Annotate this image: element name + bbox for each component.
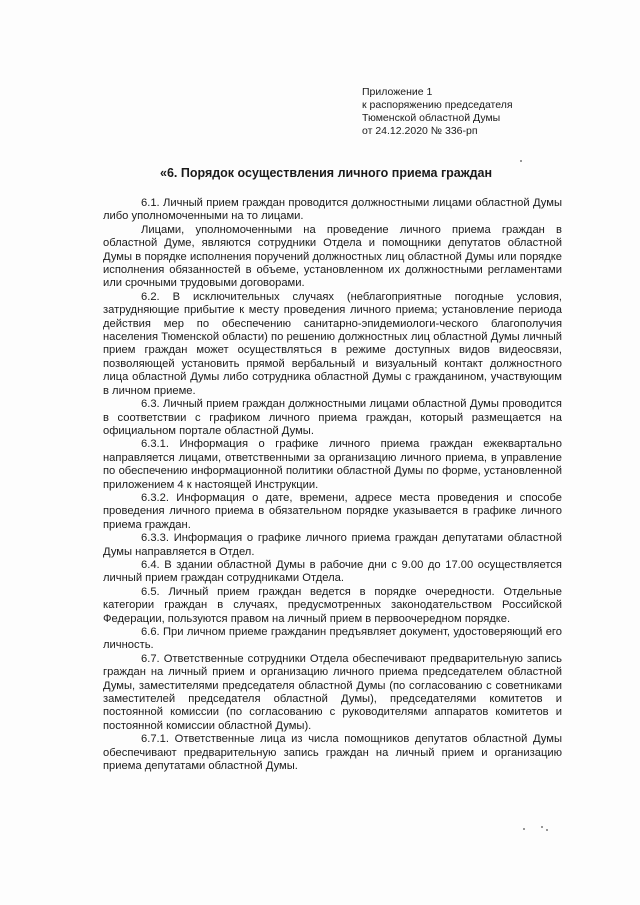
paragraph-6-5: 6.5. Личный прием граждан ведется в порядке очередности. Отдельные категории граждан в случаях, предусмотренных законодательством Российской Федерации, пользуются правом на личный прием в первоочередном порядке. <box>103 585 562 625</box>
scan-speck <box>546 829 548 831</box>
section-title: «6. Порядок осуществления личного приема граждан <box>160 166 493 180</box>
appendix-line-2: к распоряжению председателя <box>362 99 513 111</box>
appendix-line-3: Тюменской областной Думы <box>362 112 501 124</box>
appendix-line-4: от 24.12.2020 № 336-рп <box>362 125 478 137</box>
paragraph-6-4: 6.4. В здании областной Думы в рабочие дни с 9.00 до 17.00 осуществляется личный прием граждан сотрудниками Отдела. <box>103 558 562 585</box>
document-body <box>103 197 562 773</box>
paragraph-6-7-1: 6.7.1. Ответственные лица из числа помощников депутатов областной Думы обеспечивают предварительную запись граждан на личный прием и организацию приема депутатами областной Думы. <box>103 733 562 773</box>
paragraph-6-3-3: 6.3.3. Информация о графике личного приема граждан депутатами областной Думы направляется в Отдел. <box>103 532 562 558</box>
paragraph-6-6: 6.6. При личном приеме гражданин предъявляет документ, удостоверяющий его личность. <box>103 626 562 652</box>
appendix-header <box>362 86 602 138</box>
paragraph-6-2: 6.2. В исключительных случаях (неблагоприятные погодные условия, затрудняющие прибытие к месту проведения личного приема; установление периода действия мер по обеспечению санитарно-эпидемиологи-ческого благополучия населения Тюменской области) по решению должностных лиц областной Думы личный прием граждан может осуществляться в режиме доступных видов видеосвязи, позволяющей установить прямой вербальный и визуальный контакт должностного лица областной Думы либо сотрудника областной Думы с гражданином, участвующим в личном приеме. <box>103 290 562 397</box>
paragraph-6-3-1: 6.3.1. Информация о графике личного приема граждан ежеквартально направляется лицами, ответственными за организацию личного приема, в управление по обеспечению информационной политики областной Думы по форме, установленной приложением 4 к настоящей Инструкции. <box>103 438 562 491</box>
paragraph-authorized-persons: Лицами, уполномоченными на проведение личного приема граждан в областной Думе, являются сотрудники Отдела и помощники депутатов областной Думы в порядке исполнения поручений должностных лиц областной Думы или порядке исполнения обязанностей в объеме, установленном их должностными регламентами или срочными трудовыми договорами. <box>103 223 562 290</box>
paragraph-6-1: 6.1. Личный прием граждан проводится должностными лицами областной Думы либо уполномоченными на то лицами. <box>103 197 562 223</box>
scan-speck <box>523 828 525 830</box>
scan-speck <box>520 160 522 162</box>
scan-speck <box>541 826 543 828</box>
paragraph-6-3: 6.3. Личный прием граждан должностными лицами областной Думы проводится в соответствии с графиком личного приема граждан, который размещается на официальном портале областной Думы. <box>103 398 562 437</box>
paragraph-6-3-2: 6.3.2. Информация о дате, времени, адресе места проведения и способе проведения личного приема в обязательном порядке указывается в графике личного приема граждан. <box>103 491 562 531</box>
appendix-line-1: Приложение 1 <box>362 86 433 98</box>
paragraph-6-7: 6.7. Ответственные сотрудники Отдела обеспечивают предварительную запись граждан на личный прием и организацию личного приема председателем областной Думы, заместителями председателя областной Думы (по согласованию с советниками заместителей председателя областной Думы), председателями комитетов и постоянной комиссии (по согласованию с руководителями аппаратов комитетов и постоянной комиссии областной Думы). <box>103 652 562 732</box>
